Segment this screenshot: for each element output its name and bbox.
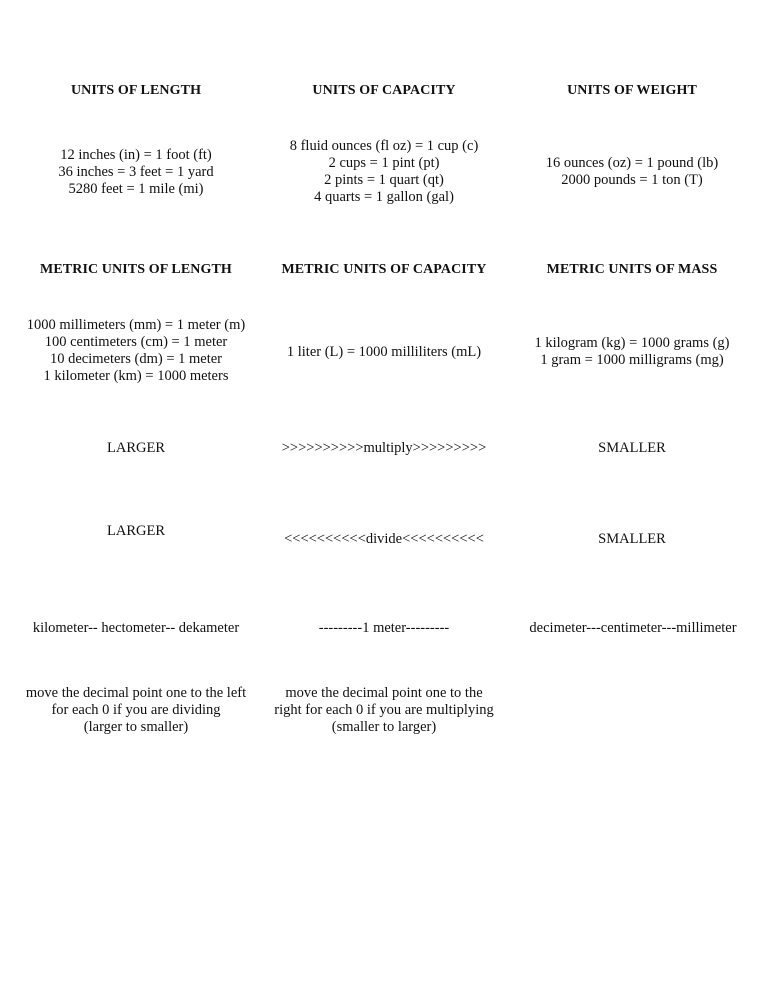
- multiply-decimal-rule: move the decimal point one to the right for each 0 if you are multiplying (smaller to larger): [274, 685, 494, 735]
- multiply-smaller-label: SMALLER: [598, 440, 666, 456]
- metric-length-conversions: 1000 millimeters (mm) = 1 meter (m) 100 centimeters (cm) = 1 meter 10 decimeters (dm) = 1 meter 1 kilometer (km) = 1000 meters: [26, 317, 246, 384]
- divide-smaller-label: SMALLER: [598, 531, 666, 547]
- scale-larger-units: kilometer-- hectometer-- dekameter: [32, 620, 240, 636]
- units-of-length-conversions: 12 inches (in) = 1 foot (ft) 36 inches = 3 feet = 1 yard 5280 feet = 1 mile (mi): [58, 147, 214, 197]
- metric-length-heading: METRIC UNITS OF LENGTH: [40, 262, 232, 277]
- metric-mass-heading: METRIC UNITS OF MASS: [546, 262, 718, 277]
- metric-mass-conversions: 1 kilogram (kg) = 1000 grams (g) 1 gram = 1000 milligrams (mg): [534, 335, 730, 368]
- divide-decimal-rule: move the decimal point one to the left for each 0 if you are dividing (larger to smaller): [25, 685, 247, 735]
- units-of-capacity-conversions: 8 fluid ounces (fl oz) = 1 cup (c) 2 cups = 1 pint (pt) 2 pints = 1 quart (qt) 4 quarts = 1 gallon (gal): [289, 138, 479, 205]
- divide-larger-label: LARGER: [107, 523, 165, 539]
- metric-capacity-conversions: 1 liter (L) = 1000 milliliters (mL): [286, 344, 482, 360]
- divide-arrow-label: <<<<<<<<<<divide<<<<<<<<<<: [284, 531, 484, 547]
- scale-smaller-units: decimeter---centimeter---millimeter: [529, 620, 737, 636]
- units-of-weight-conversions: 16 ounces (oz) = 1 pound (lb) 2000 pounds = 1 ton (T): [545, 155, 719, 188]
- units-of-length-heading: UNITS OF LENGTH: [70, 83, 202, 98]
- scale-base-unit: ---------1 meter---------: [318, 620, 450, 636]
- metric-capacity-heading: METRIC UNITS OF CAPACITY: [281, 262, 487, 277]
- units-of-weight-heading: UNITS OF WEIGHT: [567, 83, 697, 98]
- multiply-larger-label: LARGER: [107, 440, 165, 456]
- units-of-capacity-heading: UNITS OF CAPACITY: [312, 83, 456, 98]
- multiply-arrow-label: >>>>>>>>>>multiply>>>>>>>>>: [281, 440, 487, 456]
